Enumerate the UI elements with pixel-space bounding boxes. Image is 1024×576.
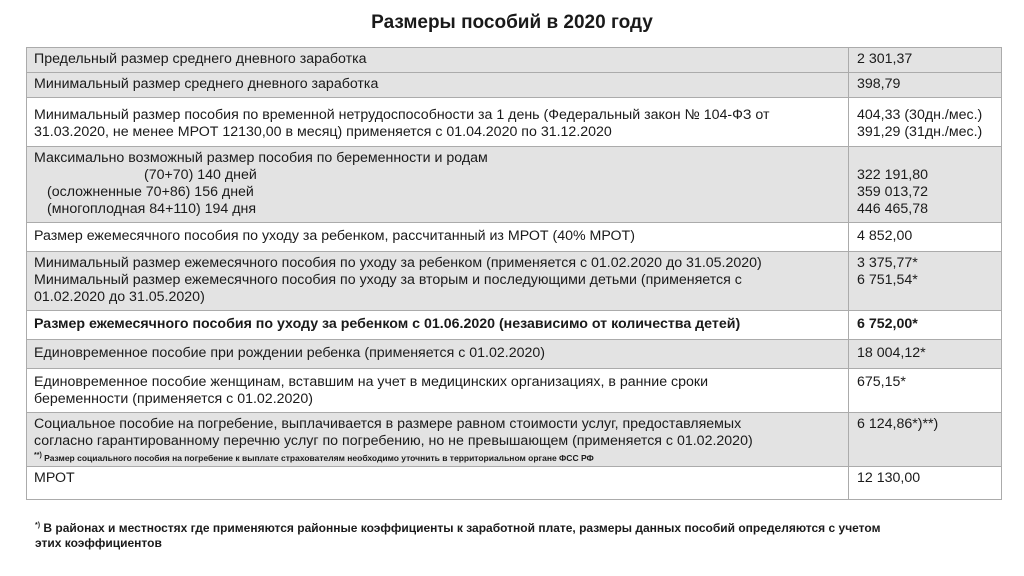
label-line: 31.03.2020, не менее МРОТ 12130,00 в месяц) применяется с 01.04.2020 по 31.12.2020 <box>34 124 612 140</box>
row-label <box>27 252 849 311</box>
table-row <box>27 98 1002 147</box>
row-value <box>849 147 1002 223</box>
label-line: Предельный размер среднего дневного заработка <box>34 51 367 67</box>
row-label <box>27 48 849 73</box>
label-line: (многоплодная 84+110) 194 дня <box>47 201 257 217</box>
label-line: согласно гарантированному перечню услуг по погребению, но не превышающем (применяется с 01.02.2020) <box>34 433 753 449</box>
row-value <box>849 413 1002 467</box>
table-row <box>27 466 1002 499</box>
footnote-text: Размер социального пособия на погребение к выплате страхователям необходимо уточнить в территориальном органе ФСС РФ <box>41 452 594 463</box>
label-line: Минимальный размер ежемесячного пособия по уходу за вторым и последующими детьми (применяется с <box>34 272 742 288</box>
footnote <box>35 518 995 551</box>
value-line: 322 191,80 <box>857 167 929 183</box>
table-row <box>27 340 1002 369</box>
value-line <box>857 150 994 167</box>
table-row <box>27 369 1002 413</box>
table-row <box>27 223 1002 252</box>
page-title: Размеры пособий в 2020 году <box>371 12 653 33</box>
row-label <box>27 369 849 413</box>
table-row <box>27 311 1002 340</box>
value-line: 12 130,00 <box>857 469 921 486</box>
value-line: 2 301,37 <box>857 51 913 67</box>
label-line: Единовременное пособие женщинам, вставшим на учет в медицинских организациях, в ранние сроки <box>34 374 709 390</box>
row-label <box>27 73 849 98</box>
value-line: 3 375,77* <box>857 255 918 271</box>
row-label <box>27 147 849 223</box>
value-line: 6 752,00* <box>857 316 918 332</box>
value-line: 18 004,12* <box>857 345 926 361</box>
row-value <box>849 369 1002 413</box>
table-row <box>27 252 1002 311</box>
value-line: 446 465,78 <box>857 201 929 217</box>
benefits-table <box>26 47 1002 500</box>
value-line: 359 013,72 <box>857 184 929 200</box>
value-line: 675,15* <box>857 374 906 390</box>
row-label <box>27 466 849 499</box>
table-row <box>27 413 1002 467</box>
label-line: 01.02.2020 до 31.05.2020) <box>34 289 205 305</box>
label-line: Размер ежемесячного пособия по уходу за ребенком, рассчитанный из МРОТ (40% МРОТ) <box>34 228 635 244</box>
row-value <box>849 340 1002 369</box>
burial-footnote <box>34 451 841 463</box>
row-value <box>849 252 1002 311</box>
label-line: Минимальный размер среднего дневного заработка <box>34 76 379 92</box>
label-line: (70+70) 140 дней <box>144 167 257 183</box>
value-line: 391,29 (31дн./мес.) <box>857 124 983 140</box>
label-line: беременности (применяется с 01.02.2020) <box>34 391 313 407</box>
value-line: 6 751,54* <box>857 272 918 288</box>
row-label <box>27 98 849 147</box>
label-line: Социальное пособие на погребение, выплачивается в размере равном стоимости услуг, предоставляемых <box>34 416 742 432</box>
table-row <box>27 73 1002 98</box>
value-line: 4 852,00 <box>857 228 913 244</box>
table-row <box>27 48 1002 73</box>
table-row <box>27 147 1002 223</box>
label-line: Максимально возможный размер пособия по беременности и родам <box>34 150 488 166</box>
footnote-mark: *) <box>35 522 41 529</box>
label-line: (осложненные 70+86) 156 дней <box>47 184 254 200</box>
footnote-text: В районах и местностях где применяются районные коэффициенты к заработной плате, размеры данных пособий определяются с учетом <box>40 521 881 535</box>
row-label <box>27 311 849 340</box>
label-line: Размер ежемесячного пособия по уходу за ребенком с 01.06.2020 (независимо от количества детей) <box>34 316 741 332</box>
label-line: МРОТ <box>34 469 75 486</box>
row-value <box>849 466 1002 499</box>
row-value <box>849 311 1002 340</box>
row-value <box>849 223 1002 252</box>
row-value <box>849 48 1002 73</box>
footnote-text: этих коэффициентов <box>35 536 162 550</box>
value-line: 398,79 <box>857 76 901 92</box>
row-label <box>27 223 849 252</box>
label-line: Минимальный размер пособия по временной нетрудоспособности за 1 день (Федеральный закон № 104-ФЗ от <box>34 107 770 123</box>
value-line: 404,33 (30дн./мес.) <box>857 107 983 123</box>
label-line: Единовременное пособие при рождении ребенка (применяется с 01.02.2020) <box>34 345 545 361</box>
row-value <box>849 73 1002 98</box>
footnote-mark: **) <box>34 452 42 459</box>
row-label <box>27 340 849 369</box>
row-value <box>849 98 1002 147</box>
row-label <box>27 413 849 467</box>
label-line: Минимальный размер ежемесячного пособия по уходу за ребенком (применяется с 01.02.2020 до 31.05.2020) <box>34 255 762 271</box>
value-line: 6 124,86*)**) <box>857 416 939 432</box>
